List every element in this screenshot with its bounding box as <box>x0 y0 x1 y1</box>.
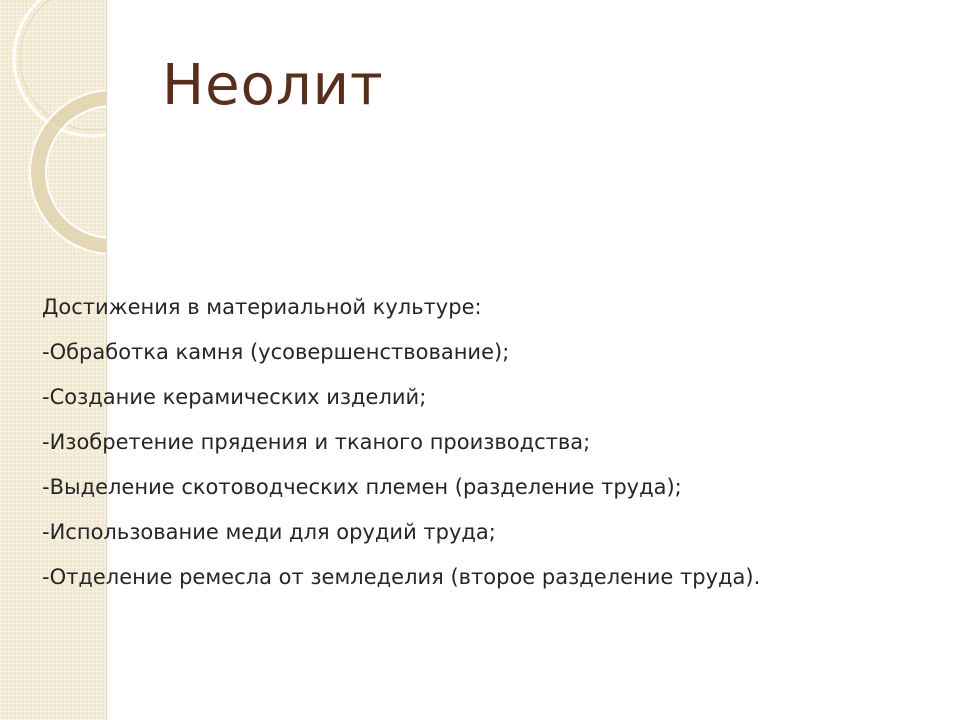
list-item: -Использование меди для орудий труда; <box>42 520 496 544</box>
slide-body <box>42 290 932 605</box>
list-item: -Создание керамических изделий; <box>42 385 427 409</box>
list-item: -Выделение скотоводческих племен (разделение труда); <box>42 475 682 499</box>
list-item: -Изобретение прядения и тканого производства; <box>42 430 591 454</box>
list-item: -Обработка камня (усовершенствование); <box>42 340 510 364</box>
slide-title: Неолит <box>162 53 384 118</box>
list-item: -Отделение ремесла от земледелия (второе разделение труда). <box>42 565 761 589</box>
decorative-rings-icon <box>0 0 106 260</box>
body-heading: Достижения в материальной культуре: <box>42 295 482 319</box>
